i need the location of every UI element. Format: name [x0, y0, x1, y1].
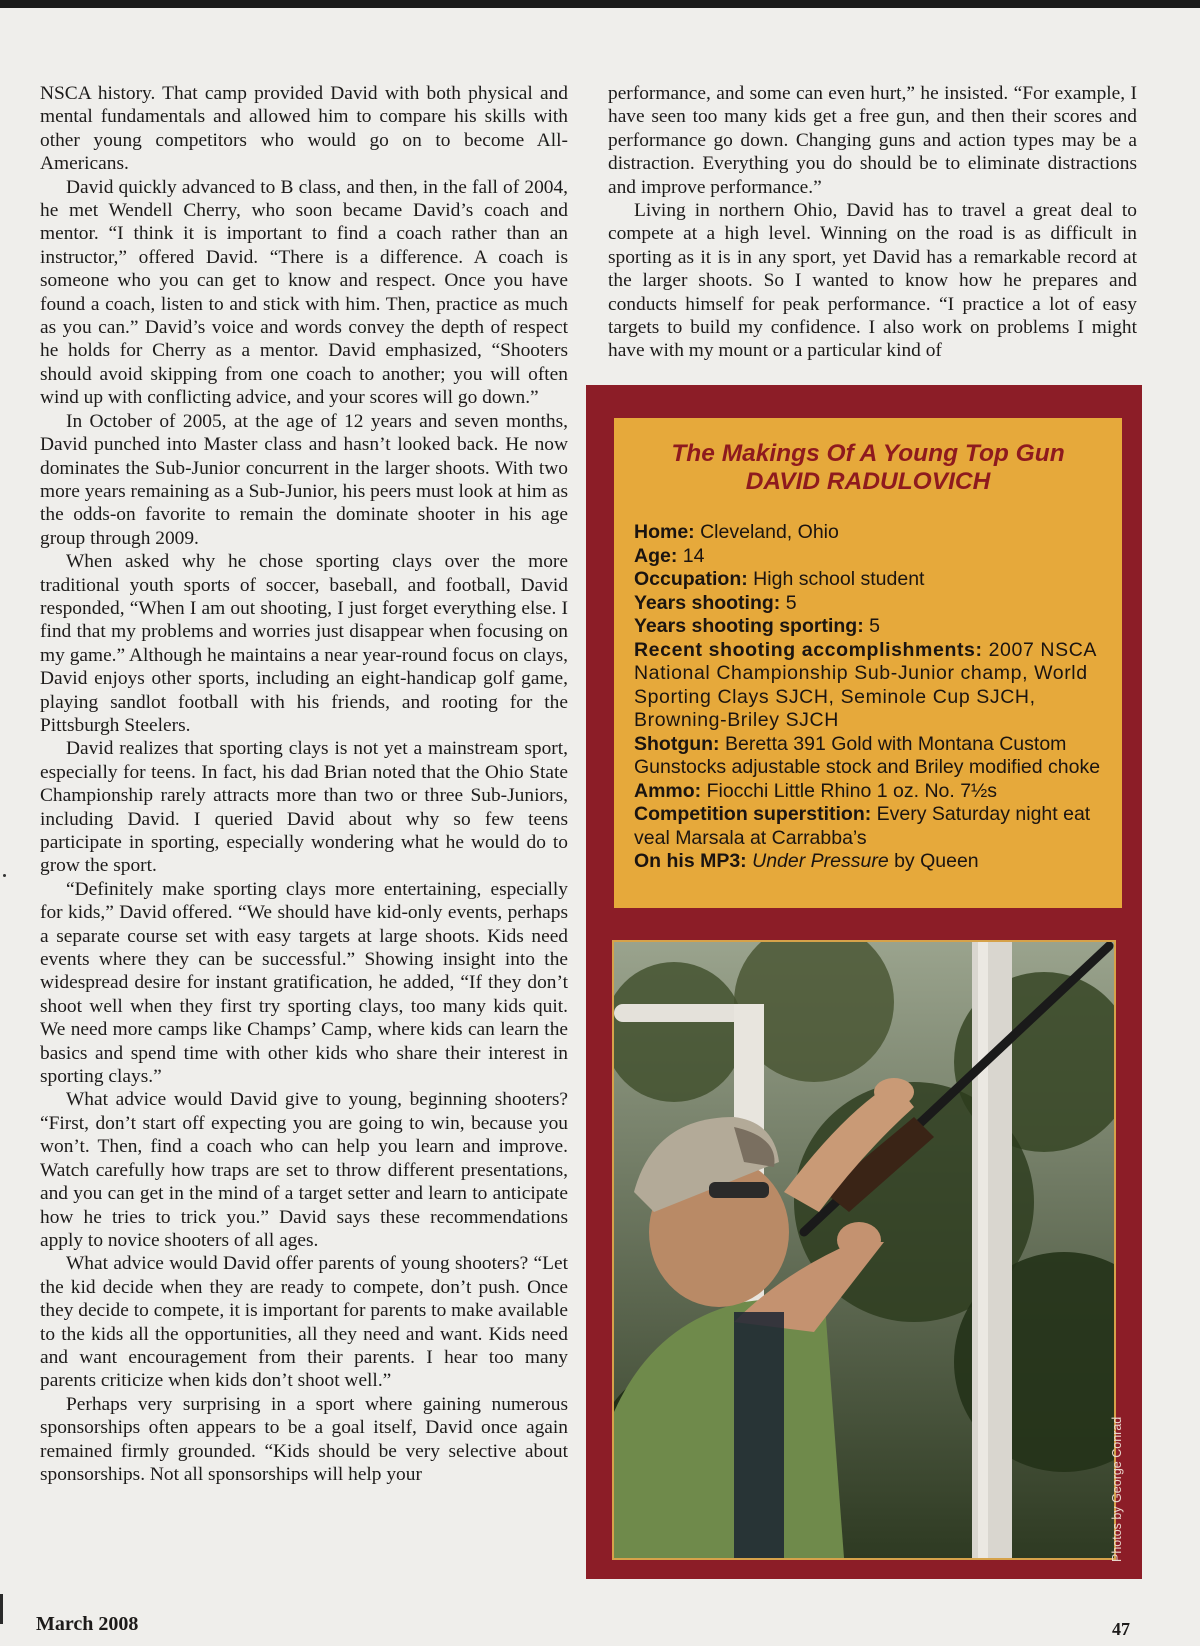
hand — [874, 1078, 914, 1106]
shooter-illustration — [614, 942, 1114, 1558]
paragraph: David quickly advanced to B class, and then, in the fall of 2004, he met Wendell Cherry, who soon became David’s coach and mentor. “I think it is important to find a coach rather than an instructor,” offered David. “There is a difference. A coach is someone who you can get to know and respect. Once you have found a coach, listen to and stick with him. Then, practice as much as you can.” David’s voice and words convey the depth of respect he holds for Cherry as a mentor. David emphasized, “Shooters should avoid skipping from one coach to another; you will often wind up with conflicting advice, and your scores will go down.” — [40, 176, 568, 409]
infobox-title — [614, 440, 1122, 496]
fact-label: Occupation: — [634, 568, 748, 590]
article-right-column — [608, 82, 1137, 363]
page-number: 47 — [1112, 1619, 1130, 1639]
shooter-photo — [612, 940, 1116, 1560]
shooting-glasses — [709, 1182, 769, 1198]
fact-years-sporting — [634, 615, 1106, 639]
fact-label: Ammo: — [634, 779, 702, 802]
paragraph: “Definitely make sporting clays more entertaining, especially for kids,” David offered. “We should have kid-only events, perhaps a separate course set with easy targets at large shoots. Kids need events where they can be successful.” Showing insight into the widespread desire for instant gratification, he added, “If they don’t shoot well when they first try sporting clays, too many kids quit. We need more camps like Champs’ Camp, where kids can learn the basics and spend time with other kids who share their interest in sporting clays.” — [40, 878, 568, 1088]
fact-accomplishments — [634, 639, 1106, 733]
article-left-column — [40, 82, 568, 1486]
issue-date: March 2008 — [36, 1613, 139, 1635]
hand — [837, 1222, 881, 1258]
fact-value: Beretta 391 Gold with Montana Custom Gunstocks adjustable stock and Briley modified choke — [634, 732, 1101, 778]
fact-occupation — [634, 568, 1106, 592]
paragraph: Perhaps very surprising in a sport where gaining numerous sponsorships often appears to be a goal itself, David once again remained firmly grounded. “Kids should be very selective about sponsorships. Not all sponsorships will help your — [40, 1393, 568, 1485]
photo-credit: Photos by George Conrad — [1110, 1416, 1124, 1562]
fact-label: Competition superstition: — [634, 803, 872, 825]
facts-list — [634, 521, 1106, 874]
fact-value: High school student — [747, 568, 925, 590]
fact-ammo — [634, 780, 1106, 804]
paragraph: What advice would David offer parents of young shooters? “Let the kid decide when they are ready to compete, don’t push. Once they decide to compete, it is important for parents to make available to the kids all the opportunities, all they need and want. Kids need and want encouragement from their parents. I hear too many parents criticize when kids don’t shoot well.” — [40, 1253, 568, 1392]
fact-superstition — [634, 803, 1106, 850]
fact-label: Years shooting sporting: — [634, 615, 864, 637]
fact-value: 5 — [780, 591, 797, 614]
fact-label: On his MP3: — [634, 850, 747, 872]
infobox-title-line2: DAVID RADULOVICH — [745, 468, 991, 495]
fact-value: 2007 NSCA National Championship Sub-Junior champ, World Sporting Clays SJCH, Seminole Cup SJCH, Browning-Briley SJCH — [634, 638, 1096, 731]
fact-value: 14 — [677, 544, 705, 567]
top-edge-bar — [0, 0, 1200, 8]
paragraph: NSCA history. That camp provided David with both physical and mental fundamentals and allowed him to compare his skills with other young competitors who would go on to become All-Americans. — [40, 83, 568, 175]
fact-mp3 — [634, 850, 1106, 874]
pole-highlight — [978, 942, 988, 1558]
paragraph: Living in northern Ohio, David has to travel a great deal to compete at a high level. Winning on the road is as difficult in sporting as it is in any sport, yet David has a remarkable record at the larger shoots. So I wanted to know how he prepares and conducts himself for peak performance. “I practice a lot of easy targets to build my confidence. I also work on problems I might have with my mount or a particular kind of — [608, 200, 1137, 362]
paragraph: What advice would David give to young, beginning shooters? “First, don’t start off expecting you are going to win, because you won’t. Then, find a coach who can help you learn and improve. Watch carefully how traps are set to throw different presentations, and you can get in the mind of a target setter and learn to anticipate how he tries to trick you.” David says these recommendations apply to novice shooters of all ages. — [40, 1089, 568, 1251]
fact-value: 5 — [863, 615, 880, 637]
fact-value: by Queen — [888, 850, 979, 872]
fact-value: Fiocchi Little Rhino 1 oz. No. 7½s — [701, 779, 998, 802]
fact-home — [634, 521, 1106, 545]
profile-infobox — [614, 418, 1122, 908]
fact-value: Every Saturday night eat veal Marsala at Carrabba’s — [634, 803, 1091, 849]
fact-label: Recent shooting accomplishments: — [634, 638, 983, 661]
fact-value: Cleveland, Ohio — [694, 521, 839, 543]
vest-strap — [734, 1312, 784, 1558]
print-speck — [3, 874, 6, 877]
infobox-title-line1: The Makings Of A Young Top Gun — [671, 440, 1065, 467]
fact-label: Years shooting: — [634, 591, 781, 614]
paragraph: In October of 2005, at the age of 12 years and seven months, David punched into Master class and hasn’t looked back. He now dominates the Sub-Junior concurrent in the larger shoots. With two more years remaining as a Sub-Junior, his peers must look at him as the odds-on favorite to remain the dominate shooter in his age group through 2009. — [40, 410, 568, 549]
paragraph: David realizes that sporting clays is not yet a mainstream sport, especially for teens. In fact, his dad Brian noted that the Ohio State Championship rarely attracts more than two or three Sub-Juniors, including David. I queried David about why so few teens participate in sporting, especially wondering what he would do to grow the sport. — [40, 738, 568, 877]
paragraph: performance, and some can even hurt,” he insisted. “For example, I have seen too many kids get a free gun, and then their scores and performance go down. Changing guns and action types may be a distraction. Everything you do should be to eliminate distractions and improve performance.” — [608, 83, 1137, 198]
fact-age — [634, 545, 1106, 569]
fact-shotgun — [634, 733, 1106, 780]
paragraph: When asked why he chose sporting clays over the more traditional youth sports of soccer, baseball, and football, David responded, “When I am out shooting, I just forget everything else. I find that my problems and worries just disappear when focusing on my game.” Although he maintains a near year-round focus on clays, David enjoys other sports, including an eight-handicap golf game, playing sandlot football with his friends, and rooting for the Pittsburgh Steelers. — [40, 551, 568, 736]
page-crease — [0, 1594, 3, 1624]
fact-years-shooting — [634, 592, 1106, 616]
fact-song-title: Under Pressure — [752, 850, 889, 872]
fact-label: Home: — [634, 521, 695, 543]
fact-label: Shotgun: — [634, 732, 720, 755]
fact-label: Age: — [634, 544, 678, 567]
